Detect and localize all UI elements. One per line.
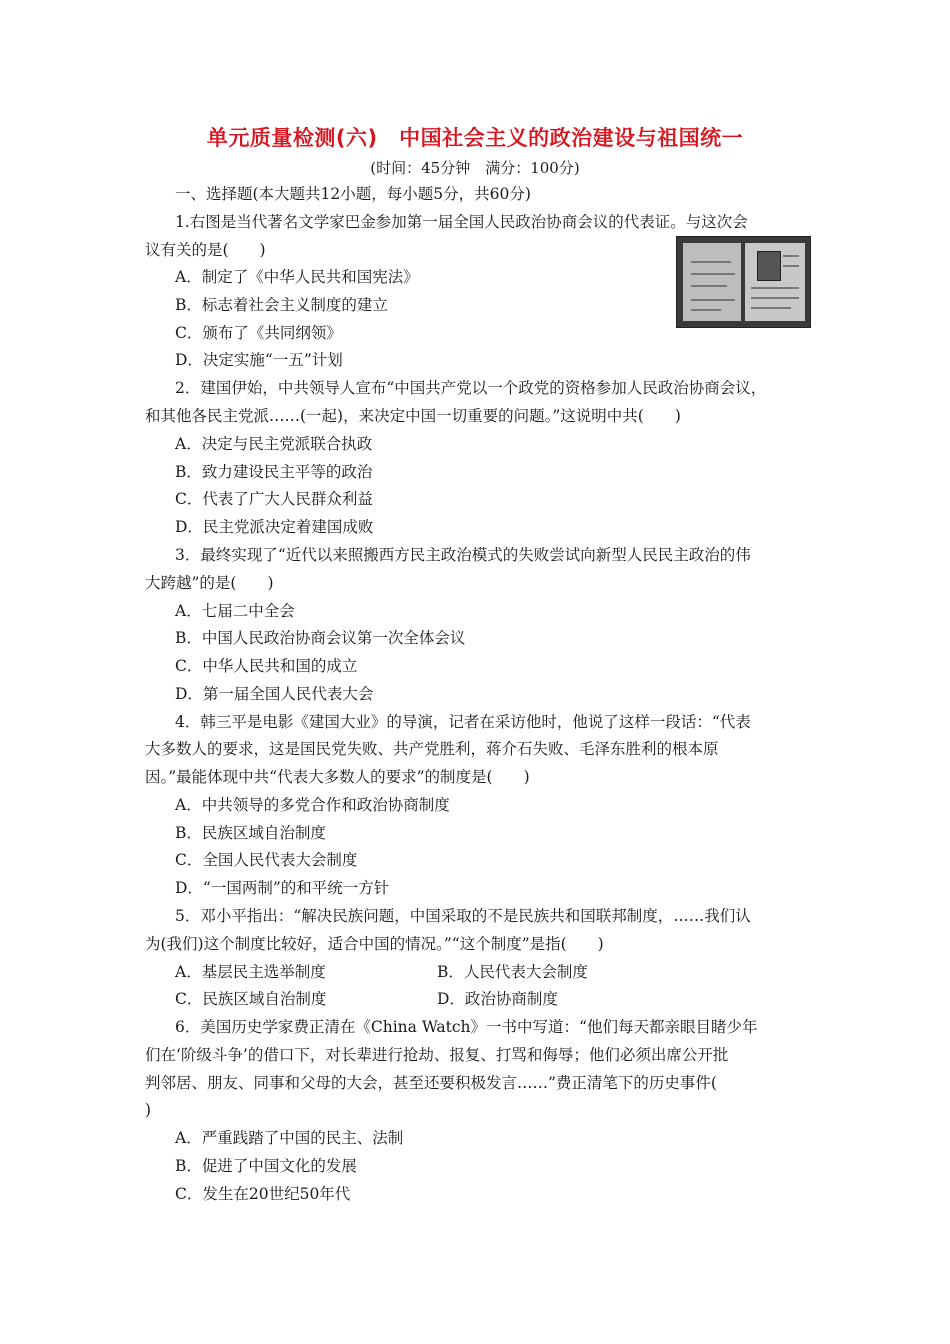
q6-option-a: A．严重践踏了中国的民主、法制	[175, 1129, 404, 1147]
q2-option-c: C．代表了广大人民群众利益	[175, 490, 373, 508]
q4-option-b: B．民族区域自治制度	[175, 824, 326, 842]
q1-option-a: A．制定了《中华人民共和国宪法》	[175, 268, 419, 286]
card-left-page	[683, 243, 741, 321]
q4-option-c: C．全国人民代表大会制度	[175, 851, 358, 869]
page-title: 单元质量检测(六) 中国社会主义的政治建设与祖国统一	[206, 126, 744, 150]
q5-option-d: D．政治协商制度	[437, 990, 558, 1008]
delegate-card-photo	[676, 236, 811, 328]
q1-option-b: B．标志着社会主义制度的建立	[175, 296, 388, 314]
q6-stem-line-1: 6．美国历史学家费正清在《China Watch》一书中写道：“他们每天都亲眼目睹少年	[175, 1018, 758, 1036]
q4-stem-line-2: 大多数人的要求，这是国民党失败、共产党胜利，蒋介石失败、毛泽东胜利的根本原	[145, 740, 719, 758]
q3-stem-line-1: 3．最终实现了“近代以来照搬西方民主政治模式的失败尝试向新型人民民主政治的伟	[175, 546, 751, 564]
q4-option-d: D．“一国两制”的和平统一方针	[175, 879, 390, 897]
card-right-page	[745, 243, 805, 321]
q2-stem-line-1: 2．建国伊始，中共领导人宣布“中国共产党以一个政党的资格参加人民政治协商会议，	[175, 379, 767, 397]
exam-time-info: (时间：45分钟 满分：100分)	[370, 159, 580, 177]
q1-stem-line-2: 议有关的是( )	[145, 241, 266, 259]
section-heading: 一、选择题(本大题共12小题，每小题5分，共60分)	[175, 185, 531, 203]
q5-option-c: C．民族区域自治制度	[175, 990, 327, 1008]
q2-option-b: B．致力建设民主平等的政治	[175, 463, 373, 481]
q1-option-c: C．颁布了《共同纲领》	[175, 324, 342, 342]
q3-option-b: B．中国人民政治协商会议第一次全体会议	[175, 629, 466, 647]
q3-option-d: D．第一届全国人民代表大会	[175, 685, 374, 703]
q6-option-b: B．促进了中国文化的发展	[175, 1157, 357, 1175]
q5-stem-line-1: 5．邓小平指出：“解决民族问题，中国采取的不是民族共和国联邦制度，……我们认	[175, 907, 751, 925]
q6-stem-line-3: 判邻居、朋友、同事和父母的大会，甚至还要积极发言……”费正清笔下的历史事件(	[145, 1074, 717, 1092]
q5-option-a: A．基层民主选举制度	[175, 963, 326, 981]
q2-option-a: A．决定与民主党派联合执政	[175, 435, 373, 453]
q6-stem-line-2: 们在‘阶级斗争’的借口下，对长辈进行抢劫、报复、打骂和侮辱；他们必须出席公开批	[145, 1046, 729, 1064]
q2-stem-line-2: 和其他各民主党派……(一起)，来决定中国一切重要的问题。”这说明中共( )	[145, 407, 681, 425]
q3-option-c: C．中华人民共和国的成立	[175, 657, 358, 675]
q1-stem-line-1: 1.右图是当代著名文学家巴金参加第一届全国人民政治协商会议的代表证。与这次会	[175, 213, 748, 231]
q5-option-b: B．人民代表大会制度	[437, 963, 588, 981]
q1-option-d: D．决定实施“一五”计划	[175, 351, 343, 369]
q5-stem-line-2: 为(我们)这个制度比较好，适合中国的情况。”“这个制度”是指( )	[145, 935, 604, 953]
q6-option-c: C．发生在20世纪50年代	[175, 1185, 351, 1203]
q3-option-a: A．七届二中全会	[175, 602, 295, 620]
q3-stem-line-2: 大跨越”的是( )	[145, 574, 274, 592]
q4-stem-line-3: 因。”最能体现中共“代表大多数人的要求”的制度是( )	[145, 768, 530, 786]
portrait-image	[757, 251, 781, 281]
q2-option-d: D．民主党派决定着建国成败	[175, 518, 374, 536]
q6-stem-line-4: )	[145, 1101, 152, 1119]
q4-stem-line-1: 4．韩三平是电影《建国大业》的导演，记者在采访他时，他说了这样一段话：“代表	[175, 713, 751, 731]
q4-option-a: A．中共领导的多党合作和政治协商制度	[175, 796, 450, 814]
